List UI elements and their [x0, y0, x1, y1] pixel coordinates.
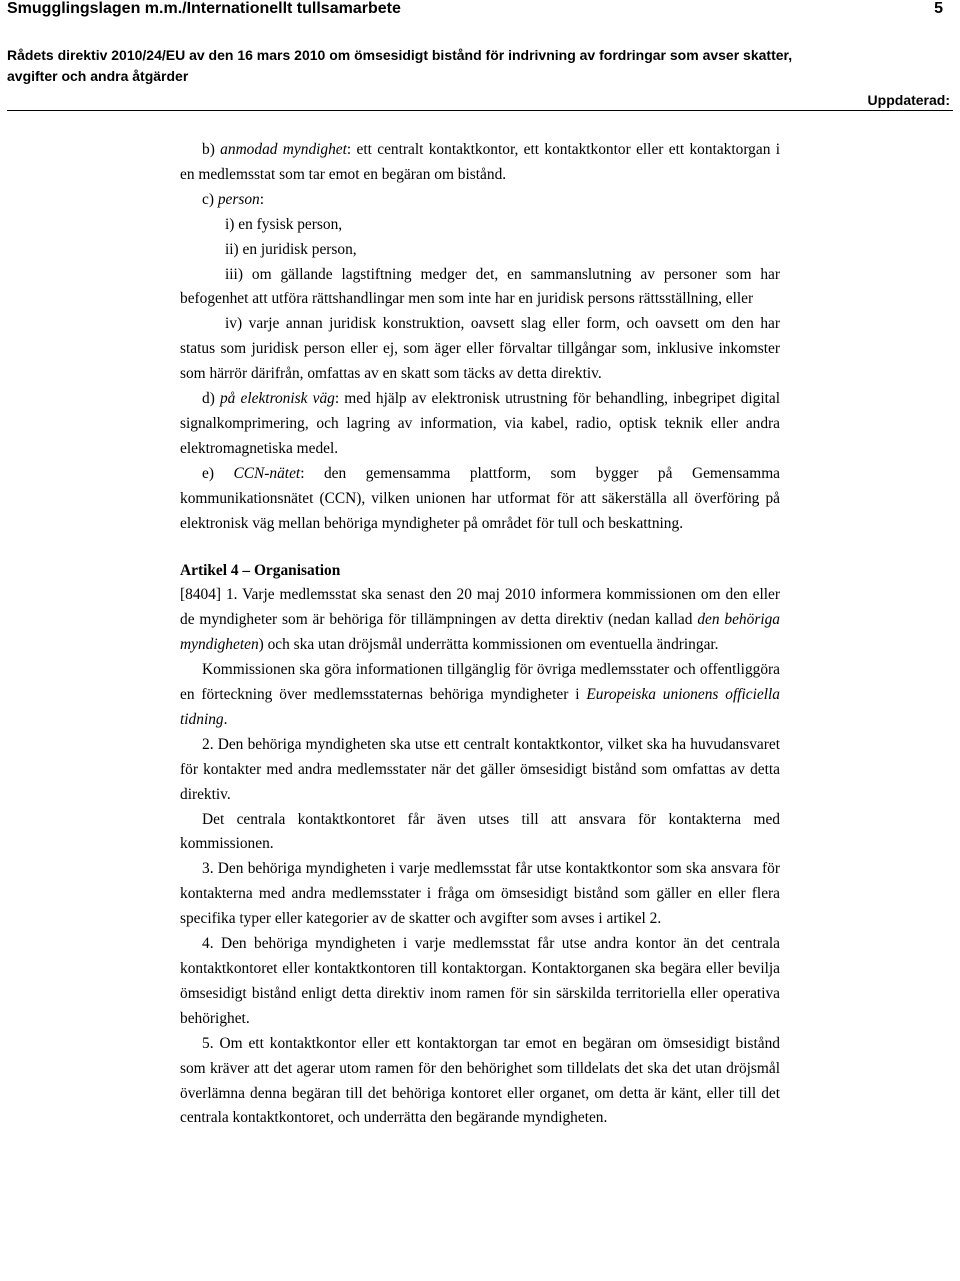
article-4-paragraph-2b: Det centrala kontaktkontoret får även utses till att ansvara för kontakterna med kommissionen. [180, 810, 780, 853]
definition-text: : den gemensamma plattform, som bygger på Gemensamma kommunikationsnätet (CCN), vilken unionen har utformat för att säkerställa all överföring på elektronisk väg mellan behöriga myndigheter på området för tull och beskattning. [180, 464, 780, 532]
defined-term: den behöriga myndigheten [180, 611, 780, 654]
subtitle-line-2: avgifter och andra åtgärder [7, 68, 189, 84]
running-header [7, 0, 953, 22]
document-title: Smugglingslagen m.m./Internationellt tullsamarbete [7, 0, 401, 17]
article-4-paragraph-2: 2. Den behöriga myndigheten ska utse ett centralt kontaktkontor, vilket ska ha huvudansvaret för kontakter med andra medlemsstater när det gäller ömsesidigt bistånd som omfattas av detta direktiv. [180, 735, 780, 803]
article-4-paragraph-4: 4. Den behöriga myndigheten i varje medlemsstat får utse andra kontor än det centrala kontaktkontoret eller kontaktkontoren till kontaktorgan. Kontaktorganen ska begära eller bevilja ömsesidigt bistånd enligt detta direktiv inom ramen för sin särskilda territoriella eller operativa behörighet. [180, 935, 780, 1027]
definition-c-iii: iii) om gällande lagstiftning medger det, en sammanslutning av personer som har befogenhet att utföra rättshandlingar men som inte har en juridisk persons rättsställning, eller [180, 265, 780, 308]
page-number: 5 [934, 0, 943, 17]
article-4-paragraph-3: 3. Den behöriga myndigheten i varje medlemsstat får utse kontaktkontor som ska ansvara för kontakterna med andra medlemsstater i fråga om ömsesidigt bistånd som gäller en eller flera specifika typer eller kategorier av de skatter och avgifter som avses i artikel 2. [180, 860, 780, 928]
defined-term: på elektronisk väg [219, 390, 335, 408]
item-label: b) [202, 141, 221, 158]
paragraph-text: Kommissionen ska göra informationen tillgänglig för övriga medlemsstater och offentliggöra en förteckning över medlemsstaternas behöriga myndigheter i [180, 661, 780, 704]
defined-term: CCN-nätet [233, 464, 301, 482]
paragraph-text: [8404] 1. Varje medlemsstat ska senast den 20 maj 2010 informera kommissionen om den eller de myndigheter som är behöriga för tillämpningen av detta direktiv (nedan kallad [180, 586, 780, 629]
definition-e [180, 462, 780, 537]
item-label: e) [202, 464, 234, 482]
definition-c-i: i) en fysisk person, [225, 215, 343, 233]
item-label: c) [202, 190, 218, 208]
document-body [180, 138, 780, 1131]
updated-label: Uppdaterad: [7, 92, 953, 111]
definition-c [180, 188, 780, 213]
definition-c-ii: ii) en juridisk person, [225, 240, 357, 258]
document-subtitle [7, 45, 953, 87]
definition-c-iv: iv) varje annan juridisk konstruktion, oavsett slag eller form, och oavsett om den har status som juridisk person eller ej, som äger eller förvaltar tillgångar som, inklusive inkomster som härrör därifrån, omfattas av en skatt som täcks av detta direktiv. [180, 315, 780, 383]
article-4-paragraph-1 [180, 583, 780, 658]
article-4-paragraph-1b [180, 658, 780, 733]
definition-b [180, 138, 780, 188]
paragraph-text: ) och ska utan dröjsmål underrätta kommissionen om eventuella ändringar. [258, 636, 719, 654]
item-label: d) [202, 390, 220, 408]
publication-title: Europeiska unionens officiella tidning [180, 686, 780, 728]
definition-d [180, 387, 780, 462]
definition-text: : ett centralt kontaktkontor, ett kontaktkontor eller ett kontaktorgan i en medlemsstat som tar emot en begäran om bistånd. [180, 141, 781, 183]
defined-term: person [217, 190, 260, 208]
subtitle-line-1: Rådets direktiv 2010/24/EU av den 16 mars 2010 om ömsesidigt bistånd för indrivning av fordringar som avser skatter, [7, 47, 793, 63]
paragraph-text: . [223, 710, 228, 728]
defined-term: anmodad myndighet [220, 141, 347, 158]
definition-text: : med hjälp av elektronisk utrustning för behandling, inbegripet digital signalkomprimering, och lagring av information, via kabel, radio, optisk teknik eller andra elektromagnetiska medel. [180, 390, 781, 457]
definition-text: : [259, 190, 264, 208]
article-heading: Artikel 4 – Organisation [180, 561, 341, 579]
article-4-paragraph-5: 5. Om ett kontaktkontor eller ett kontaktorgan tar emot en begäran om ömsesidigt bistånd som kräver att det agerar utom ramen för den behörighet som tilldelats det ska det utan dröjsmål överlämna denna begäran till det behöriga kontoret eller organet, om detta är känt, eller till det centrala kontaktkontoret, och underrätta den begärande myndigheten. [180, 1034, 780, 1127]
